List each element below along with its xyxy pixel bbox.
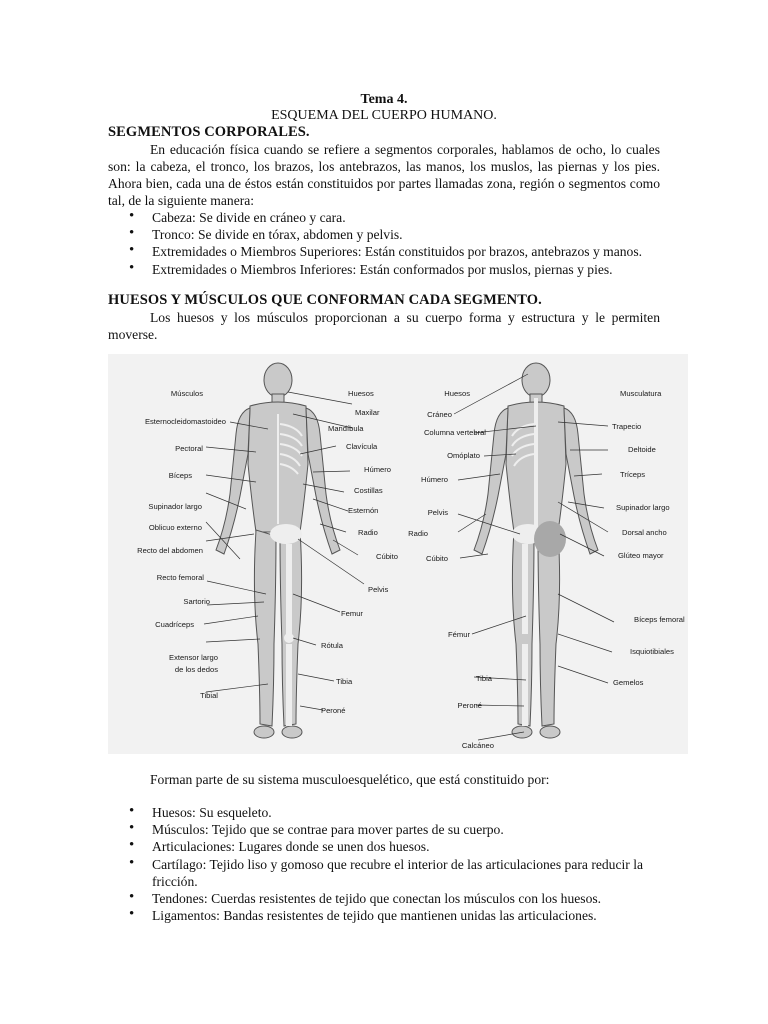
- figure-label: Supinador largo: [616, 503, 670, 512]
- femur-bone: [286, 544, 292, 634]
- figure-label: Musculatura: [620, 389, 662, 398]
- segmentos-list: [108, 209, 642, 278]
- segmentos-paragraph-text: En educación física cuando se refiere a segmentos corporales, hablamos de ocho, lo cuales son: la cabeza, el tronco, los brazos, los antebrazos, las manos, los muslos, las piernas y los pies. Ahora bien, cada una de éstos están constituidos por partes llamadas zona, región o segmentos como tal, de la siguiente manera:: [108, 142, 660, 208]
- figure-label: Recto del abdomen: [137, 546, 203, 555]
- figure-label: Bíceps femoral: [634, 615, 685, 624]
- list-item: • Músculos: Tejido que se contrae para mover partes de su cuerpo.: [108, 821, 660, 838]
- figure-label: Húmero: [420, 475, 448, 484]
- back-bone-labels: [408, 389, 494, 750]
- figure-label: Trapecio: [612, 422, 642, 431]
- figure-label: Maxilar: [355, 408, 380, 417]
- figure-label: Peroné: [457, 701, 482, 710]
- figure-label: Gemelos: [613, 678, 644, 687]
- system-list: [108, 804, 660, 924]
- figure-label: Pelvis: [427, 508, 448, 517]
- list-item: • Tendones: Cuerdas resistentes de tejido que conectan los músculos con los huesos.: [108, 890, 660, 907]
- figure-label: Tibial: [200, 691, 218, 700]
- figure-label: Deltoide: [628, 445, 656, 454]
- figure-label: Columna vertebral: [423, 428, 486, 437]
- figure-label: Glúteo mayor: [618, 551, 664, 560]
- figure-label: Músculos: [170, 389, 203, 398]
- figure-label: Sartorio: [183, 597, 210, 606]
- huesos-paragraph-text: Los huesos y los músculos proporcionan a su cuerpo forma y estructura y le permiten moverse.: [108, 310, 660, 342]
- figure-label: Tríceps: [620, 470, 646, 479]
- figure-label: Cúbito: [426, 554, 448, 563]
- figure-label: Costillas: [354, 486, 383, 495]
- figure-label: Rótula: [321, 641, 343, 650]
- figure-label: Omóplato: [447, 451, 480, 460]
- segmentos-paragraph: [108, 141, 660, 209]
- figure-label: de los dedos: [174, 665, 218, 674]
- front-body-figure: [216, 363, 340, 738]
- figure-label: Bíceps: [168, 471, 192, 480]
- list-item: • Huesos: Su esqueleto.: [108, 804, 660, 821]
- page-subtitle: ESQUEMA DEL CUERPO HUMANO.: [271, 108, 497, 123]
- figure-label: Húmero: [364, 465, 392, 474]
- page-title: Tema 4.: [360, 92, 408, 107]
- figure-label: Cúbito: [376, 552, 398, 561]
- figure-label: Huesos: [444, 389, 470, 398]
- back-body-figure: [474, 363, 598, 738]
- figure-label: Radio: [358, 528, 378, 537]
- figure-label: Peroné: [321, 706, 346, 715]
- figure-label: Dorsal ancho: [622, 528, 667, 537]
- figure-label: Clavícula: [346, 442, 378, 451]
- figure-label: Supinador largo: [148, 502, 202, 511]
- figure-label: Fémur: [448, 630, 470, 639]
- list-item: • Extremidades o Miembros Superiores: Están constituidos por brazos, antebrazos y manos.: [108, 243, 642, 260]
- figure-label: Tibia: [475, 674, 492, 683]
- figure-label: Calcáneo: [461, 741, 494, 750]
- list-item: • Ligamentos: Bandas resistentes de tejido que mantienen unidas las articulaciones.: [108, 907, 660, 924]
- figure-label: Recto femoral: [156, 573, 204, 582]
- figure-label: Isquiotibiales: [630, 647, 674, 656]
- figure-label: Radio: [408, 529, 428, 538]
- section-heading-huesos: HUESOS Y MÚSCULOS QUE CONFORMAN CADA SEGMENTO.: [108, 292, 542, 308]
- spine: [534, 398, 538, 528]
- figure-label: Tibia: [336, 677, 353, 686]
- figure-label: Huesos: [348, 389, 374, 398]
- pelvis-bone: [270, 524, 302, 544]
- back-muscle-labels: [612, 389, 685, 687]
- list-item: • Extremidades o Miembros Inferiores: Están conformados por muslos, piernas y pies.: [108, 261, 642, 278]
- figure-label: Cráneo: [427, 410, 452, 419]
- front-muscle-labels: [137, 389, 226, 700]
- figure-label: Pectoral: [175, 444, 203, 453]
- list-item: • Articulaciones: Lugares donde se unen dos huesos.: [108, 838, 660, 855]
- figure-label: Oblicuo externo: [148, 523, 202, 532]
- list-item: • Cabeza: Se divide en cráneo y cara.: [108, 209, 642, 226]
- figure-label: Esternocleidomastoideo: [144, 417, 226, 426]
- figure-label: Pelvis: [368, 585, 389, 594]
- system-intro-text: Forman parte de su sistema musculoesquelético, que está constituido por:: [150, 772, 550, 787]
- section-heading-segmentos: SEGMENTOS CORPORALES.: [108, 124, 310, 140]
- list-item: • Tronco: Se divide en tórax, abdomen y pelvis.: [108, 226, 642, 243]
- figure-label: Esternón: [348, 506, 379, 515]
- list-item: • Cartílago: Tejido liso y gomoso que recubre el interior de las articulaciones para reducir la fricción.: [108, 856, 660, 890]
- anatomy-figure: [108, 354, 688, 754]
- figure-label: Femur: [341, 609, 363, 618]
- figure-label: Mandíbula: [328, 424, 364, 433]
- figure-label: Extensor largo: [169, 653, 218, 662]
- huesos-paragraph: [108, 309, 660, 343]
- figure-label: Cuadríceps: [155, 620, 194, 629]
